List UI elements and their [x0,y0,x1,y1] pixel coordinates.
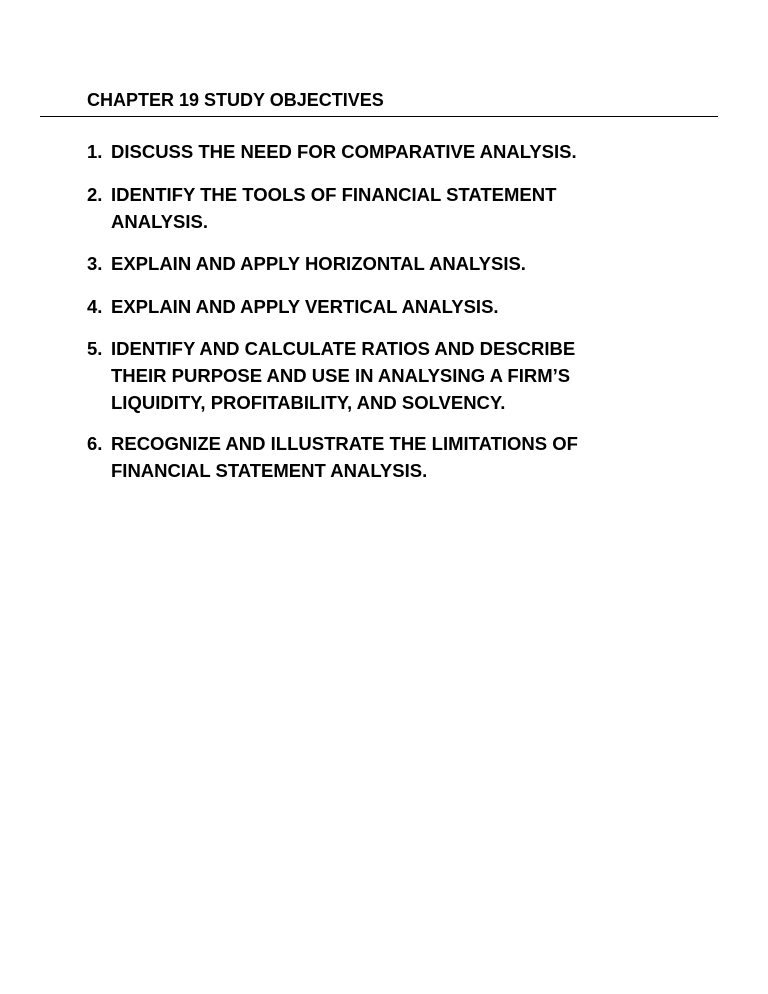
objective-text: ANALYSIS. [111,211,208,232]
objective-text: RECOGNIZE AND ILLUSTRATE THE LIMITATIONS OF [111,433,578,454]
objective-text: DISCUSS THE NEED FOR COMPARATIVE ANALYSIS. [111,141,577,162]
objective-text: LIQUIDITY, PROFITABILITY, AND SOLVENCY. [111,392,506,413]
title-underline [40,116,718,117]
objective-number: 2. [87,184,103,205]
objective-item [87,181,727,235]
objective-number: 6. [87,433,103,454]
objective-item [87,250,727,277]
objective-text: IDENTIFY AND CALCULATE RATIOS AND DESCRIBE [111,338,576,359]
objective-item [87,430,727,484]
objective-number: 1. [87,141,103,162]
objective-text: THEIR PURPOSE AND USE IN ANALYSING A FIRM’S [111,365,571,386]
objective-item [87,335,727,416]
objective-number: 4. [87,296,103,317]
objective-text: FINANCIAL STATEMENT ANALYSIS. [111,460,428,481]
objective-item [87,293,727,320]
objective-number: 3. [87,253,103,274]
objective-text: EXPLAIN AND APPLY VERTICAL ANALYSIS. [111,296,499,317]
objective-number: 5. [87,338,103,359]
page-title: CHAPTER 19 STUDY OBJECTIVES [87,90,384,110]
objective-text: EXPLAIN AND APPLY HORIZONTAL ANALYSIS. [111,253,526,274]
objective-text: IDENTIFY THE TOOLS OF FINANCIAL STATEMENT [111,184,557,205]
objective-item [87,138,727,165]
